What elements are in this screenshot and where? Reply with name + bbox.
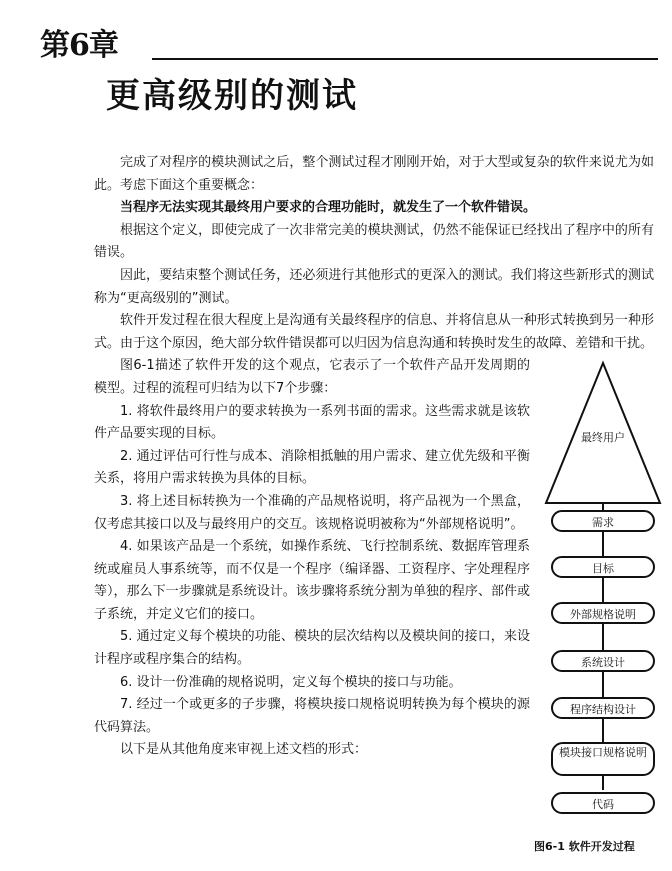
program-structure-node: 程序结构设计 xyxy=(551,697,655,719)
requirements-node: 需求 xyxy=(551,510,655,532)
system-design-node: 系统设计 xyxy=(551,650,655,672)
step-1: 1. 将软件最终用户的要求转换为一系列书面的需求。这些需求就是该软件产品要实现的目标。 xyxy=(94,403,530,442)
paragraph-closing: 以下是从其他角度来审视上述文档的形式： xyxy=(120,742,368,758)
step-5: 5. 通过定义每个模块的功能、模块的层次结构以及模块间的接口，来设计程序或程序集合的结构。 xyxy=(94,629,530,668)
paragraph: 根据这个定义，即使完成了一次非常完美的模块测试，仍然不能保证已经找出了程序中的所有错误。 xyxy=(94,222,654,261)
objectives-node: 目标 xyxy=(551,556,655,578)
step-6: 6. 设计一份准确的规格说明，定义每个模块的接口与功能。 xyxy=(120,674,462,690)
figure-6-1-flowchart xyxy=(540,360,668,870)
paragraph: 软件开发过程在很大程度上是沟通有关最终程序的信息、并将信息从一种形式转换到另一种形式。由于这个原因，绝大部分软件错误都可以归因为信息沟通和转换时发生的故障、差错和干扰。 xyxy=(94,313,654,351)
chapter-number: 第6章 xyxy=(40,28,118,63)
paragraph: 图6-1描述了软件开发的这个观点，它表示了一个软件产品开发周期的模型。过程的流程可归结为以下7个步骤： xyxy=(94,358,530,396)
module-interface-spec-node: 模块接口规格说明 xyxy=(551,742,655,776)
figure-caption: 图6-1 软件开发过程 xyxy=(534,840,635,853)
chapter-title: 更高级别的测试 xyxy=(106,76,358,116)
external-spec-node: 外部规格说明 xyxy=(551,602,655,624)
step-4: 4. 如果该产品是一个系统，如操作系统、飞行控制系统、数据库管理系统或雇员人事系统等，而不仅是一个程序（编译器、工资程序、字处理程序等），那么下一步骤就是系统设计。该步骤将系统分割为单独的程序、部件或子系统，并定义它们的接口。 xyxy=(94,539,530,622)
step-7: 7. 经过一个或更多的子步骤，将模块接口规格说明转换为每个模块的源代码算法。 xyxy=(94,697,530,735)
paragraph-definition: 当程序无法实现其最终用户要求的合理功能时，就发生了一个软件错误。 xyxy=(120,200,537,216)
paragraph-intro: 完成了对程序的模块测试之后，整个测试过程才刚刚开始，对于大型或复杂的软件来说尤为如此。考虑下面这个重要概念： xyxy=(94,155,654,193)
end-user-label: 最终用户 xyxy=(581,431,625,444)
step-2: 2. 通过评估可行性与成本、消除相抵触的用户需求、建立优先级和平衡关系，将用户需求转换为具体的目标。 xyxy=(94,448,530,487)
chapter-rule xyxy=(152,58,658,60)
code-node: 代码 xyxy=(551,792,655,814)
paragraph: 因此，要结束整个测试任务，还必须进行其他形式的更深入的测试。我们将这些新形式的测试称为“更高级别的”测试。 xyxy=(94,267,654,306)
step-3: 3. 将上述目标转换为一个准确的产品规格说明，将产品视为一个黑盒，仅考虑其接口以及与最终用户的交互。该规格说明被称为“外部规格说明”。 xyxy=(94,493,530,532)
